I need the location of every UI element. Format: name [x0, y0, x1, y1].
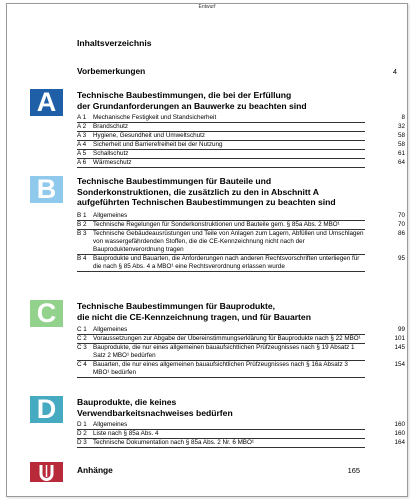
item-page: 154 — [394, 361, 405, 368]
item-title: Bauarten, die nur eines allgemeinen bauaufsichtlichen Prüfzeugnisses nach § 16a Absatz 3 MBO¹ bedürfen — [93, 361, 348, 376]
item-page: 8 — [401, 114, 405, 121]
toc-row-a4[interactable] — [77, 141, 405, 150]
item-page: 61 — [397, 150, 405, 157]
item-page: 160 — [394, 430, 405, 437]
item-code: A 6 — [77, 159, 87, 166]
item-code: B 1 — [77, 212, 87, 219]
item-code: A 4 — [77, 141, 87, 148]
section-d-heading-line1: Bauprodukte, die keines — [77, 397, 177, 407]
toc-title: Inhaltsverzeichnis — [77, 38, 152, 48]
section-c-icon: C — [30, 300, 63, 327]
toc-row-b2[interactable] — [77, 221, 405, 230]
section-c-heading — [77, 301, 311, 322]
document-page — [6, 3, 408, 497]
item-page: 70 — [397, 221, 405, 228]
item-page: 32 — [397, 123, 405, 130]
item-title: Wärmeschutz — [93, 159, 132, 166]
item-title: Liste nach § 85a Abs. 4 — [93, 430, 159, 437]
section-d-icon: D — [30, 396, 63, 423]
item-title: Voraussetzungen zur Abgabe der Übereinstimmungserklärung für Bauprodukte nach § 22 MBO¹ — [93, 335, 361, 342]
section-a-heading-line1: Technische Baubestimmungen, die bei der Erfüllung — [77, 90, 292, 100]
item-page: 101 — [394, 335, 405, 342]
toc-row-a1[interactable] — [77, 114, 405, 123]
item-page: 58 — [397, 141, 405, 148]
section-a-heading — [77, 90, 307, 111]
item-title: Schallschutz — [93, 150, 129, 157]
annexes-page: 165 — [347, 466, 360, 475]
item-title: Hygiene, Gesundheit und Umweltschutz — [93, 132, 206, 139]
item-title: Brandschutz — [93, 123, 129, 130]
item-title: Technische Dokumentation nach § 85a Abs. 2 Nr. 6 MBO¹ — [93, 439, 255, 446]
toc-row-b4[interactable] — [77, 255, 405, 272]
item-code: C 2 — [77, 335, 87, 342]
section-c-heading-line2: die nicht die CE-Kennzeichnung tragen, und für Bauarten — [77, 311, 311, 322]
toc-row-c1[interactable] — [77, 326, 405, 335]
section-d-heading — [77, 397, 233, 418]
item-code: A 2 — [77, 123, 87, 130]
item-code: B 3 — [77, 230, 87, 237]
item-title: Bauprodukte, die nur eines allgemeinen bauaufsichtlichen Prüfzeugnisses nach § 19 Absatz 1 Satz 2 MBO¹ bedürfen — [93, 344, 355, 359]
item-title: Mechanische Festigkeit und Standsicherheit — [93, 114, 217, 121]
toc-row-d3[interactable] — [77, 439, 405, 448]
toc-row-c3[interactable] — [77, 344, 405, 361]
item-page: 145 — [394, 344, 405, 351]
item-page: 164 — [394, 439, 405, 446]
item-title: Technische Regelungen für Sonderkonstruktionen und Bauteile gem. § 85a Abs. 2 MBO¹ — [93, 221, 340, 228]
item-code: D 3 — [77, 439, 87, 446]
section-c-heading-line1: Technische Baubestimmungen für Bauprodukte, — [77, 301, 275, 311]
item-code: C 4 — [77, 361, 87, 368]
item-code: A 3 — [77, 132, 87, 139]
item-title: Sicherheit und Barrierefreiheit bei der Nutzung — [93, 141, 223, 148]
item-page: 95 — [397, 255, 405, 262]
section-b-icon: B — [30, 176, 63, 203]
toc-row-b1[interactable] — [77, 212, 405, 221]
item-code: B 2 — [77, 221, 87, 228]
toc-row-a5[interactable] — [77, 150, 405, 159]
item-title: Allgemeines — [93, 421, 128, 428]
item-page: 58 — [397, 132, 405, 139]
item-page: 160 — [394, 421, 405, 428]
toc-row-d1[interactable] — [77, 421, 405, 430]
section-c-items — [77, 326, 405, 378]
item-code: B 4 — [77, 255, 87, 262]
item-title: Allgemeines — [93, 212, 128, 219]
toc-row-a2[interactable] — [77, 123, 405, 132]
preliminary-label: Vorbemerkungen — [77, 66, 146, 76]
section-d-heading-line2: Verwendbarkeitsnachweises bedürfen — [77, 407, 233, 418]
item-code: C 3 — [77, 344, 87, 351]
toc-row-a3[interactable] — [77, 132, 405, 141]
draft-label: Entwurf — [198, 4, 216, 10]
toc-row-b3[interactable] — [77, 230, 405, 255]
annex-u-icon — [30, 462, 63, 482]
toc-row-c2[interactable] — [77, 335, 405, 344]
section-b-heading-line1: Technische Baubestimmungen für Bauteile und — [77, 176, 272, 186]
annexes-label: Anhänge — [77, 465, 113, 475]
item-page: 86 — [397, 230, 405, 237]
item-page: 70 — [397, 212, 405, 219]
item-title: Technische Gebäudeausrüstungen und Teile von Anlagen zum Lagern, Abfüllen und Umschlagen von wassergefährdenden Stoffen, die die CE-Kennzeichnung nicht nach der Bauproduktenverordnung tragen — [93, 230, 364, 253]
toc-row-c4[interactable] — [77, 361, 405, 378]
section-b-heading — [77, 176, 336, 208]
section-b-items — [77, 212, 405, 272]
section-a-heading-line2: der Grundanforderungen an Bauwerke zu beachten sind — [77, 100, 307, 111]
section-d-items — [77, 421, 405, 448]
item-code: D 1 — [77, 421, 87, 428]
preliminary-page: 4 — [392, 67, 397, 76]
section-b-heading-line2: Sonderkonstruktionen, die zusätzlich zu den in Abschnitt A — [77, 186, 319, 197]
item-page: 99 — [397, 326, 405, 333]
section-b-heading-line3: aufgeführten Technischen Baubestimmungen zu beachten sind — [77, 197, 336, 208]
toc-row-a6[interactable] — [77, 159, 405, 168]
toc-row-d2[interactable] — [77, 430, 405, 439]
item-title: Bauprodukte und Bauarten, die Anforderungen nach anderen Rechtsvorschriften unterliegen für die nach § 85 Abs. 4 a MBO¹ eine Rechtsverordnung erlassen wurde — [93, 255, 360, 270]
item-page: 64 — [397, 159, 405, 166]
item-code: D 2 — [77, 430, 87, 437]
section-a-icon: A — [30, 89, 63, 116]
section-a-items — [77, 114, 405, 168]
item-code: A 5 — [77, 150, 87, 157]
item-code: A 1 — [77, 114, 87, 121]
item-code: C 1 — [77, 326, 87, 333]
item-title: Allgemeines — [93, 326, 128, 333]
